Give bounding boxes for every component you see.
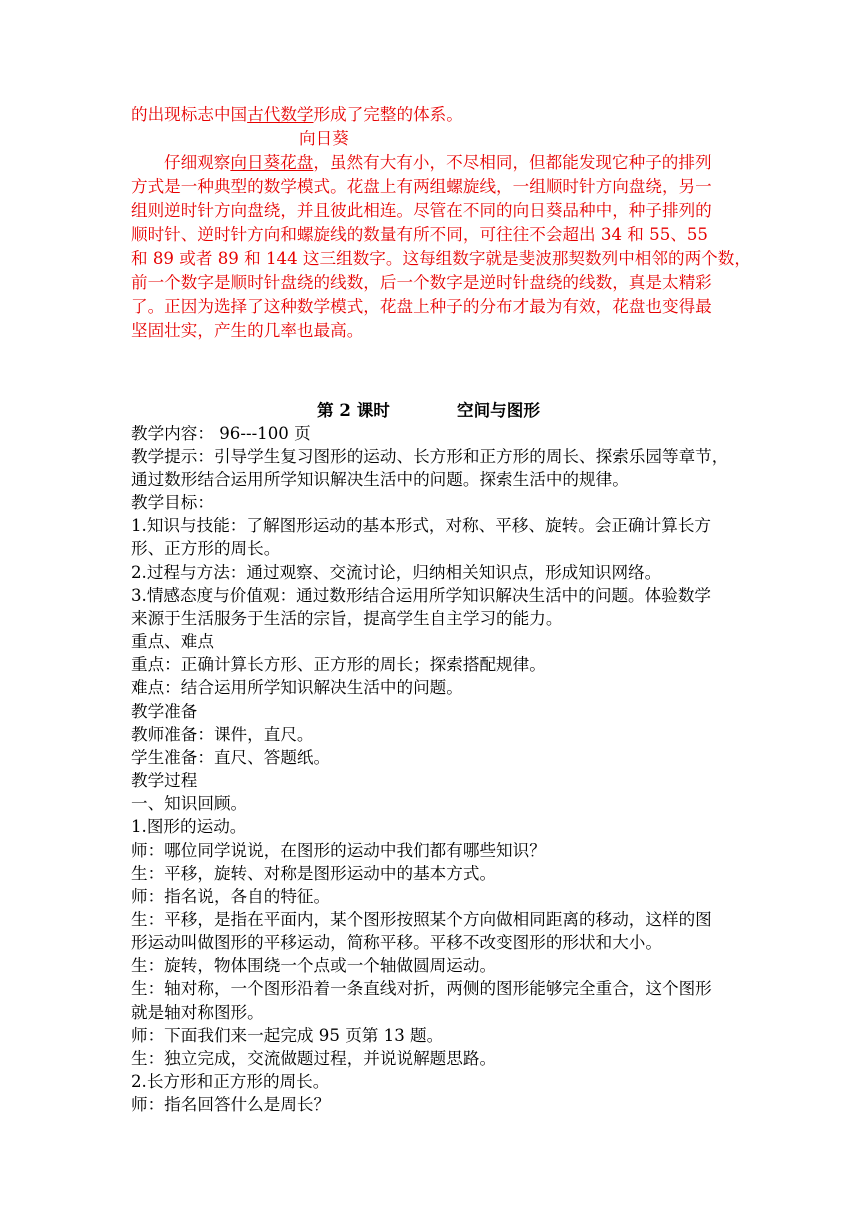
lesson-line: 教学准备 xyxy=(131,702,198,721)
lesson-line: 一、知识回顾。 xyxy=(131,794,248,813)
text-segment: 形成了完整的体系。 xyxy=(313,105,463,124)
lesson-line: 教学目标： xyxy=(131,493,214,512)
link-sunflower-disk[interactable]: 向日葵花盘 xyxy=(230,153,314,172)
paragraph-line: 坚固壮实，产生的几率也最高。 xyxy=(131,321,364,340)
lesson-line: 生：平移，是指在平面内，某个图形按照某个方向做相同距离的移动，这样的图 xyxy=(131,910,712,929)
lesson-line: 重点、难点 xyxy=(131,632,214,651)
sunflower-heading: 向日葵 xyxy=(299,129,349,148)
paragraph-line: 和 89 或者 89 和 144 这三组数字。这每组数字就是斐波那契数列中相邻的两个数， xyxy=(131,249,751,268)
lesson-line: 来源于生活服务于生活的宗旨，提高学生自主学习的能力。 xyxy=(131,609,563,628)
lesson-line: 1.图形的运动。 xyxy=(131,817,247,836)
paragraph-line: 方式是一种典型的数学模式。花盘上有两组螺旋线，一组顺时针方向盘绕，另一 xyxy=(131,177,712,196)
lesson-line: 3.情感态度与价值观：通过数形结合运用所学知识解决生活中的问题。体验数学 xyxy=(131,586,712,605)
lesson-title-number: 第 2 课时 xyxy=(317,400,390,420)
lesson-line: 教学内容： 96---100 页 xyxy=(131,424,311,443)
lesson-line: 生：轴对称，一个图形沿着一条直线对折，两侧的图形能够完全重合，这个图形 xyxy=(131,979,712,998)
lesson-line: 形运动叫做图形的平移运动，简称平移。平移不改变图形的形状和大小。 xyxy=(131,933,662,952)
lesson-line: 生：旋转，物体围绕一个点或一个轴做圆周运动。 xyxy=(131,956,497,975)
paragraph-first-line xyxy=(164,151,712,175)
paragraph-line: 顺时针、逆时针方向和螺旋线的数量有所不同，可往往不会超出 34 和 55、55 xyxy=(131,225,708,244)
lesson-line: 生：平移，旋转、对称是图形运动中的基本方式。 xyxy=(131,864,497,883)
lesson-line: 重点：正确计算长方形、正方形的周长；探索搭配规律。 xyxy=(131,655,546,674)
lesson-line: 就是轴对称图形。 xyxy=(131,1003,264,1022)
text-segment: ，虽然有大有小，不尽相同，但都能发现它种子的排列 xyxy=(313,153,712,172)
continuation-line xyxy=(131,103,463,127)
lesson-title-topic: 空间与图形 xyxy=(457,400,540,420)
text-segment: 的出现标志中国 xyxy=(131,105,248,124)
lesson-line: 2.过程与方法：通过观察、交流讨论，归纳相关知识点，形成知识网络。 xyxy=(131,563,662,582)
lesson-line: 师：下面我们来一起完成 95 页第 13 题。 xyxy=(131,1026,444,1045)
lesson-line: 2.长方形和正方形的周长。 xyxy=(131,1072,330,1091)
paragraph-line: 组则逆时针方向盘绕，并且彼此相连。尽管在不同的向日葵品种中，种子排列的 xyxy=(131,201,712,220)
lesson-line: 通过数形结合运用所学知识解决生活中的问题。探索生活中的规律。 xyxy=(131,470,629,489)
lesson-line: 学生准备：直尺、答题纸。 xyxy=(131,748,331,767)
text-segment: 仔细观察 xyxy=(164,153,231,172)
lesson-line: 师：指名说，各自的特征。 xyxy=(131,887,331,906)
lesson-line: 1.知识与技能：了解图形运动的基本形式，对称、平移、旋转。会正确计算长方 xyxy=(131,516,712,535)
lesson-line: 师：指名回答什么是周长？ xyxy=(131,1095,331,1114)
lesson-line: 师：哪位同学说说，在图形的运动中我们都有哪些知识？ xyxy=(131,841,546,860)
lesson-line: 教学提示：引导学生复习图形的运动、长方形和正方形的周长、探索乐园等章节， xyxy=(131,447,729,466)
lesson-line: 形、正方形的周长。 xyxy=(131,539,281,558)
lesson-line: 难点：结合运用所学知识解决生活中的问题。 xyxy=(131,678,463,697)
lesson-line: 教师准备：课件，直尺。 xyxy=(131,725,314,744)
paragraph-line: 了。正因为选择了这种数学模式，花盘上种子的分布才最为有效，花盘也变得最 xyxy=(131,297,712,316)
link-ancient-math[interactable]: 古代数学 xyxy=(247,105,314,124)
paragraph-line: 前一个数字是顺时针盘绕的线数，后一个数字是逆时针盘绕的线数，真是太精彩 xyxy=(131,273,712,292)
lesson-line: 教学过程 xyxy=(131,771,198,790)
lesson-line: 生：独立完成，交流做题过程，并说说解题思路。 xyxy=(131,1049,497,1068)
